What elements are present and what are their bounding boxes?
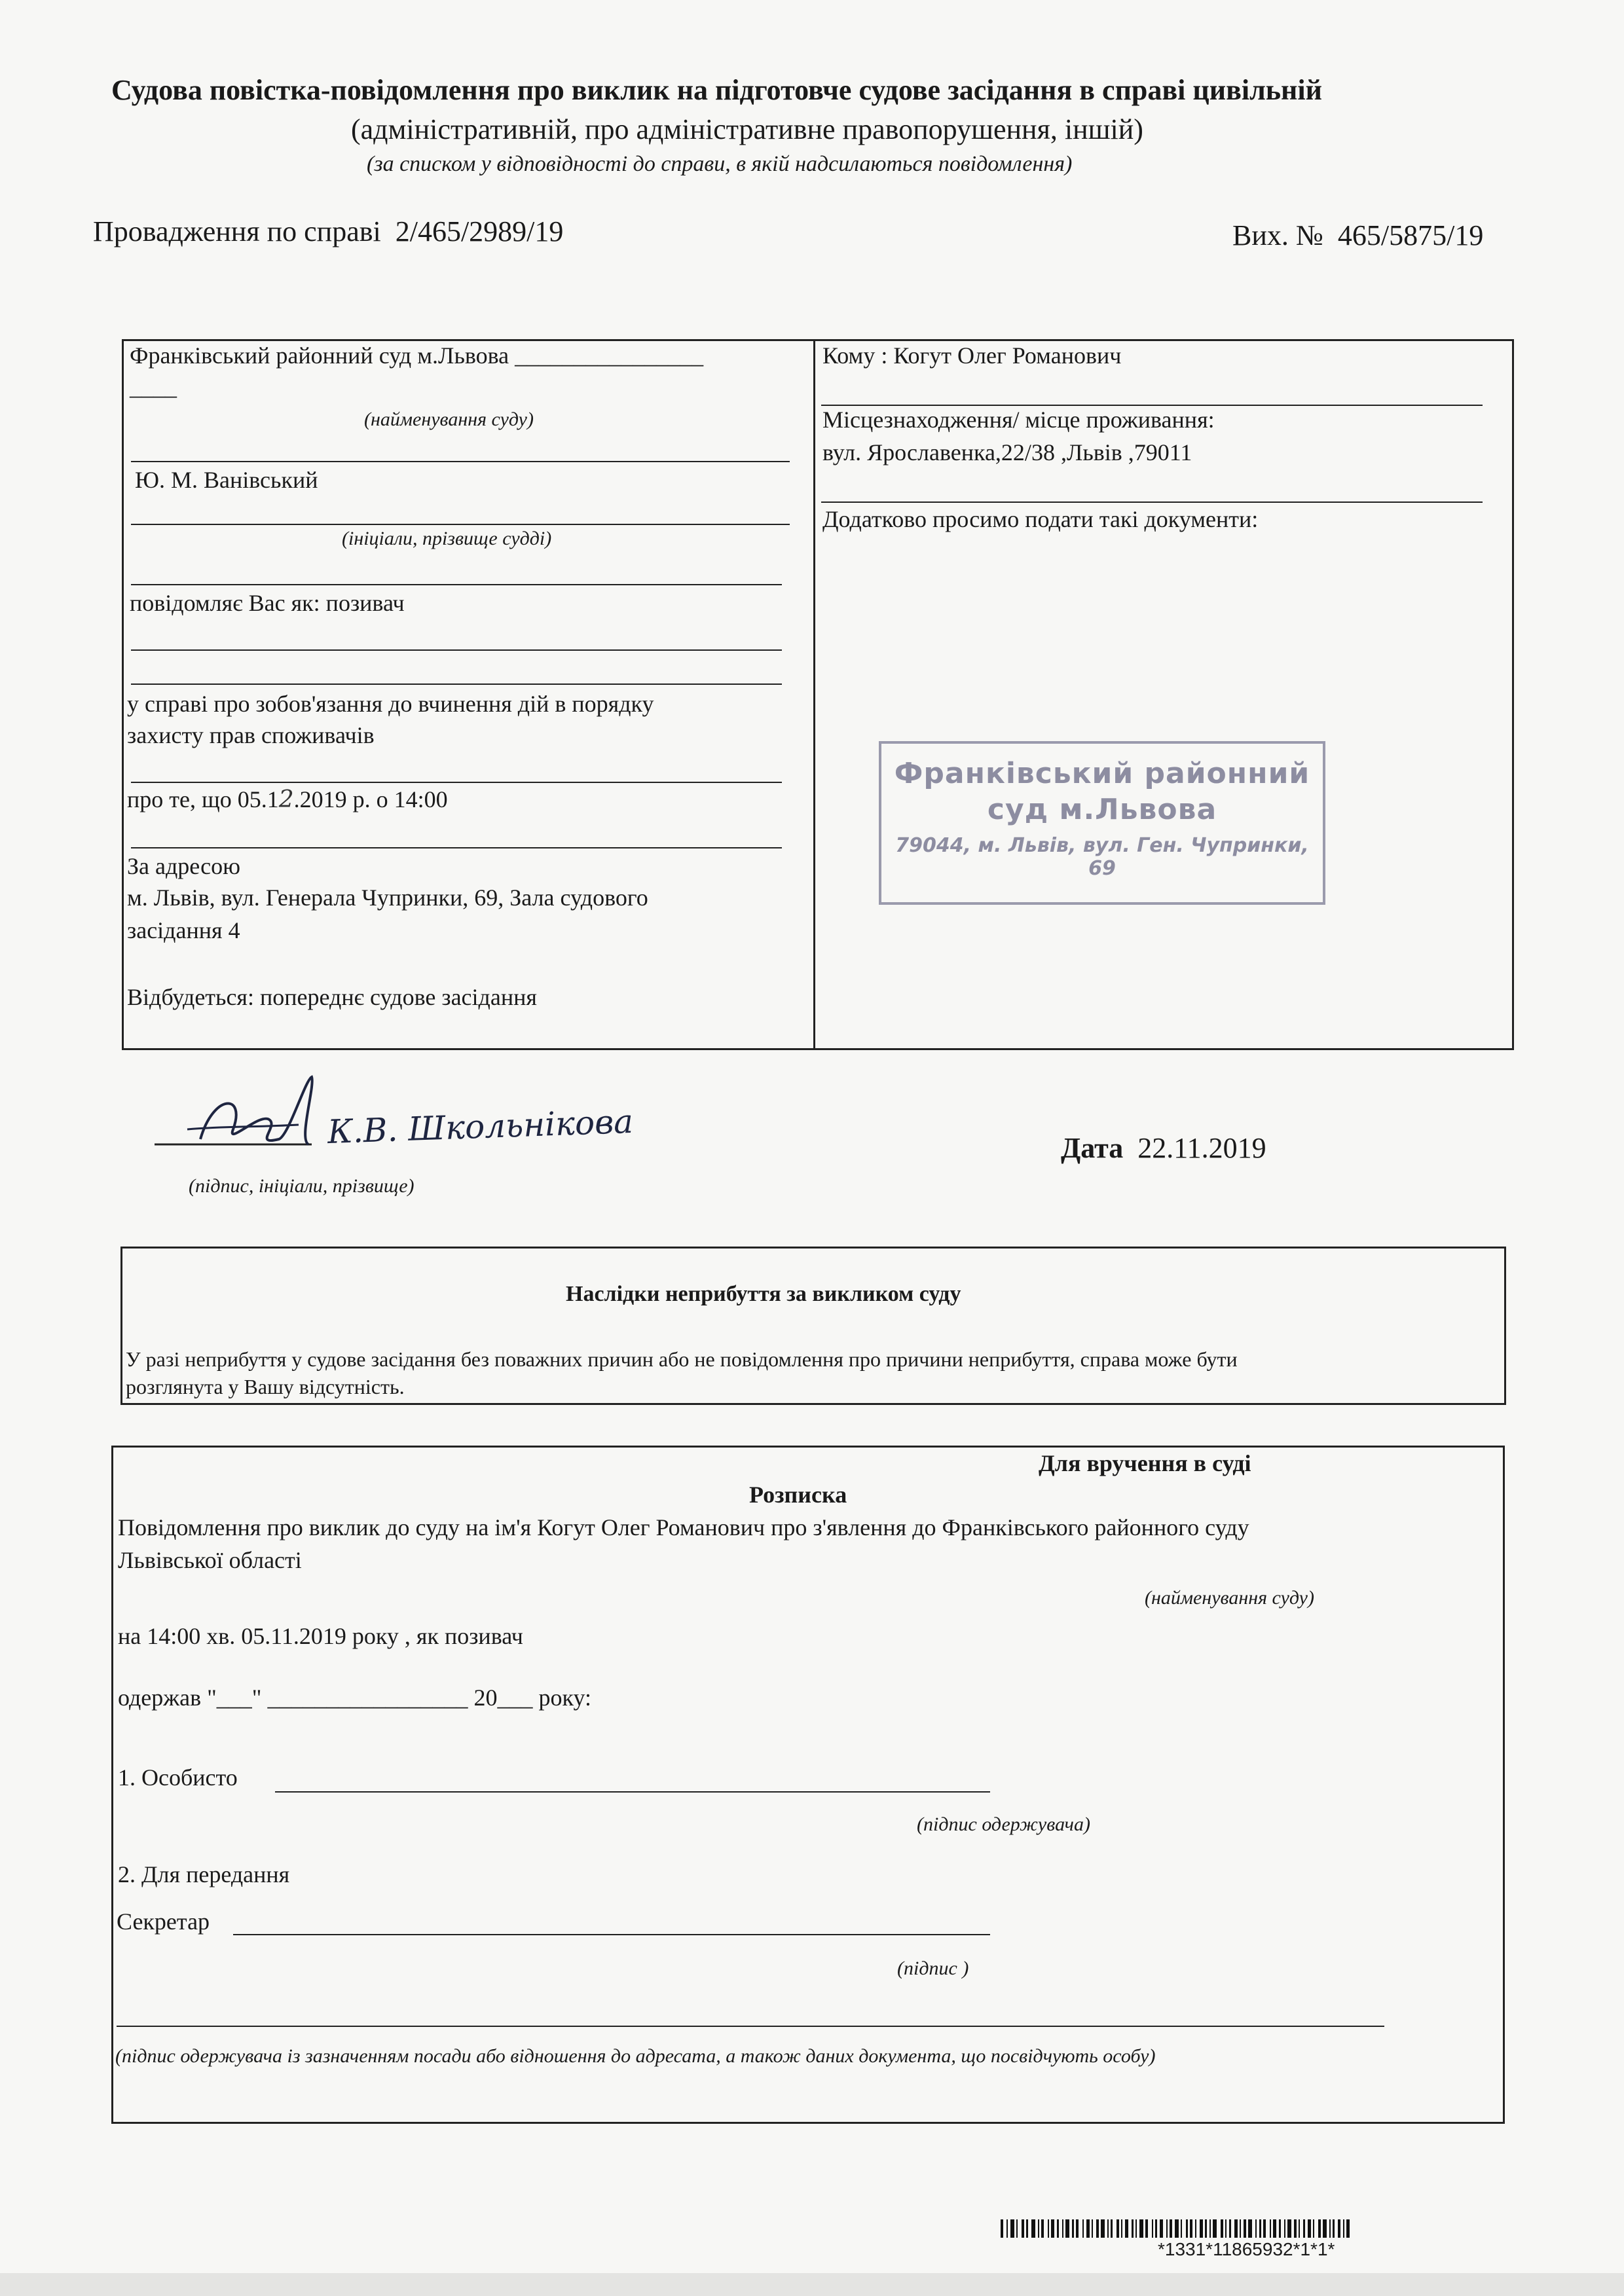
location-label: Місцезнаходження/ місце проживання:	[822, 407, 1215, 433]
receipt-time-line: на 14:00 хв. 05.11.2019 року , як позивач	[118, 1623, 523, 1649]
notice-box-divider	[813, 339, 815, 1050]
personal-caption: (підпис одержувача)	[917, 1813, 1090, 1835]
consequences-title: Наслідки неприбуття за викликом суду	[566, 1282, 961, 1306]
secretary-caption: (підпис )	[897, 1958, 969, 1979]
receipt-received-line: одержав "___" _________________ 20___ року:	[118, 1685, 592, 1711]
outgoing-label: Вих. №	[1232, 219, 1323, 251]
secretary-label: Секретар	[117, 1908, 210, 1935]
receipt-box	[111, 1446, 1505, 2124]
stamp-line-1: Франківський районний	[894, 757, 1310, 790]
court-caption: (найменування суду)	[364, 409, 534, 430]
case-subject-line-2: захисту прав споживачів	[127, 722, 375, 748]
court-name-tail: ____	[130, 374, 177, 400]
case-label: Провадження по справі	[93, 215, 381, 247]
receipt-bottom-caption: (підпис одержувача із зазначенням посади або відношення до адресата, а також даних документа, що посвідчують особу)	[115, 2045, 1156, 2067]
receipt-transfer: 2. Для передання	[118, 1861, 290, 1887]
recipient-location: вул. Ярославенка,22/38 ,Львів ,79011	[822, 439, 1192, 465]
case-number-line	[93, 215, 563, 248]
date-value: 22.11.2019	[1137, 1132, 1266, 1164]
judge-caption: (ініціали, прізвище судді)	[342, 528, 552, 549]
recipient: Кому : Когут Олег Романович	[822, 342, 1122, 369]
stamp-line-3: 79044, м. Львів, вул. Ген. Чупринки, 69	[895, 834, 1309, 880]
receipt-text-2: Львівської області	[118, 1547, 302, 1573]
hearing-date: про те, що 05.12.2019 р. о 14:00	[127, 786, 448, 813]
address-label: За адресою	[127, 853, 241, 879]
for-court-delivery: Для вручення в суді	[1039, 1450, 1251, 1476]
stamp-line-2: суд м.Львова	[987, 793, 1217, 826]
notice-title: Судова повістка-повідомлення про виклик на підготовче судове засідання в справі цивільній	[111, 74, 1322, 106]
barcode	[1001, 2219, 1505, 2238]
case-subject-line-1: у справі про зобов'язання до вчинення дій в порядку	[127, 691, 654, 717]
notifies-as: повідомляє Вас як: позивач	[130, 590, 405, 616]
scan-edge	[0, 2273, 1624, 2296]
consequences-text-2: розглянута у Вашу відсутність.	[126, 1375, 405, 1398]
receipt-personal: 1. Особисто	[118, 1764, 238, 1791]
judge-name: Ю. М. Ванівський	[135, 467, 318, 493]
outgoing-number-line	[1232, 219, 1483, 252]
address-line-2: засідання 4	[127, 917, 240, 943]
address-line-1: м. Львів, вул. Генерала Чупринки, 69, Зала судового	[127, 884, 648, 911]
court-stamp	[879, 741, 1325, 905]
signature-caption: (підпис, ініціали, прізвище)	[189, 1175, 415, 1197]
extra-documents: Додатково просимо подати такі документи:	[822, 506, 1259, 532]
receipt-title: Розписка	[749, 1482, 847, 1508]
event-type: Відбудеться: попереднє судове засідання	[127, 984, 537, 1010]
case-number: 2/465/2989/19	[395, 215, 564, 247]
court-name: Франківський районний суд м.Львова ________________	[130, 342, 704, 369]
receipt-court-caption: (найменування суду)	[1145, 1587, 1314, 1609]
handwritten-digit: 2	[278, 786, 294, 813]
barcode-text: *1331*11865932*1*1*	[1158, 2239, 1335, 2259]
notice-note: (за списком у відповідності до справи, в якій надсилаються повідомлення)	[367, 152, 1073, 176]
outgoing-number: 465/5875/19	[1337, 219, 1484, 251]
notice-subtitle: (адміністративній, про адміністративне правопорушення, іншій)	[351, 113, 1143, 145]
signature-handwritten-name: К.В. Школьнікова	[327, 1102, 634, 1152]
receipt-text-1: Повідомлення про виклик до суду на ім'я Когут Олег Романович про з'явлення до Франківського районного суду	[118, 1514, 1249, 1540]
notice-date	[1061, 1131, 1266, 1165]
consequences-text-1: У разі неприбуття у судове засідання без поважних причин або не повідомлення про причини неприбуття, справа може бути	[126, 1347, 1238, 1371]
date-label: Дата	[1061, 1132, 1124, 1164]
